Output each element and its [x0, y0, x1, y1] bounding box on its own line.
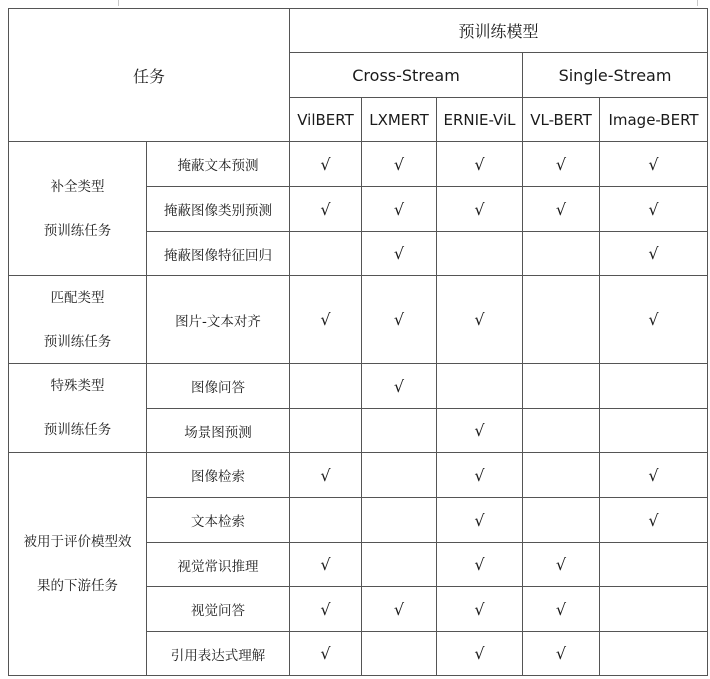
model-ernie-vil: ERNIE-ViL — [437, 98, 523, 142]
cell-lxmert — [362, 142, 437, 187]
table-row — [9, 453, 708, 498]
task-name-cell: 文本检索 — [147, 498, 290, 543]
cell-vl-bert — [523, 409, 600, 453]
checkmark-icon: √ — [648, 510, 659, 530]
category-line-1: 被用于评价模型效 — [23, 534, 132, 550]
category-line-1: 特殊类型 — [50, 378, 105, 394]
category-line-2: 预训练任务 — [43, 333, 112, 350]
top-edge-marks — [0, 0, 710, 6]
group-single-stream: Single-Stream — [523, 53, 708, 98]
cell-ernie-vil — [437, 142, 523, 187]
cell-lxmert — [362, 453, 437, 498]
category-line-2: 预训练任务 — [43, 422, 112, 438]
cell-ernie-vil — [437, 498, 523, 543]
cell-image-bert — [600, 409, 708, 453]
checkmark-icon: √ — [320, 465, 331, 485]
cell-image-bert — [600, 187, 708, 232]
cell-vl-bert — [523, 364, 600, 409]
cell-vl-bert — [523, 453, 600, 498]
model-vilbert: VilBERT — [290, 98, 362, 142]
cell-lxmert — [362, 409, 437, 453]
category-line-1: 补全类型 — [50, 178, 105, 195]
cell-vilbert — [290, 453, 362, 498]
cell-ernie-vil — [437, 587, 523, 632]
model-lxmert: LXMERT — [362, 98, 437, 142]
cell-ernie-vil — [437, 543, 523, 587]
cell-lxmert — [362, 364, 437, 409]
checkmark-icon: √ — [474, 310, 485, 329]
category-cell — [9, 142, 147, 276]
cell-vilbert — [290, 187, 362, 232]
cell-vl-bert — [523, 232, 600, 276]
table-row — [9, 276, 708, 364]
cell-vl-bert — [523, 187, 600, 232]
cell-image-bert — [600, 142, 708, 187]
pretrain-model-header: 预训练模型 — [290, 9, 708, 53]
cell-image-bert — [600, 587, 708, 632]
cell-image-bert — [600, 276, 708, 364]
cell-ernie-vil — [437, 632, 523, 676]
task-name-cell: 场景图预测 — [147, 409, 290, 453]
checkmark-icon: √ — [320, 555, 331, 574]
checkmark-icon: √ — [474, 510, 485, 530]
model-image-bert: Image-BERT — [600, 98, 708, 142]
category-cell — [9, 364, 147, 453]
category-cell — [9, 276, 147, 364]
cell-vl-bert — [523, 632, 600, 676]
checkmark-icon: √ — [474, 154, 485, 174]
cell-vilbert — [290, 232, 362, 276]
cell-vilbert — [290, 409, 362, 453]
checkmark-icon: √ — [648, 244, 659, 263]
checkmark-icon: √ — [474, 421, 485, 440]
cell-ernie-vil — [437, 276, 523, 364]
cell-image-bert — [600, 232, 708, 276]
checkmark-icon: √ — [474, 465, 485, 485]
checkmark-icon: √ — [393, 376, 405, 396]
checkmark-icon: √ — [648, 154, 659, 174]
task-name-cell: 图片-文本对齐 — [147, 276, 290, 364]
cell-lxmert — [362, 587, 437, 632]
checkmark-icon: √ — [555, 555, 567, 574]
checkmark-icon: √ — [393, 599, 405, 619]
table-row — [9, 364, 708, 409]
cell-vilbert — [290, 364, 362, 409]
checkmark-icon: √ — [474, 644, 485, 663]
cell-ernie-vil — [437, 453, 523, 498]
checkmark-icon: √ — [393, 154, 405, 174]
checkmark-icon: √ — [555, 644, 567, 663]
category-cell — [9, 453, 147, 676]
cell-image-bert — [600, 543, 708, 587]
checkmark-icon: √ — [320, 199, 331, 219]
cell-vl-bert — [523, 587, 600, 632]
cell-vl-bert — [523, 543, 600, 587]
task-name-cell: 视觉常识推理 — [147, 543, 290, 587]
cell-lxmert — [362, 498, 437, 543]
checkmark-icon: √ — [555, 599, 567, 619]
task-header: 任务 — [9, 9, 290, 142]
checkmark-icon: √ — [555, 154, 567, 174]
task-name-cell: 图像问答 — [147, 364, 290, 409]
cell-image-bert — [600, 364, 708, 409]
checkmark-icon: √ — [320, 154, 331, 174]
cell-vilbert — [290, 543, 362, 587]
checkmark-icon: √ — [555, 199, 567, 219]
category-line-1: 匹配类型 — [50, 289, 105, 306]
checkmark-icon: √ — [320, 599, 331, 619]
category-line-2: 预训练任务 — [43, 222, 112, 239]
task-name-cell: 掩蔽图像特征回归 — [147, 232, 290, 276]
checkmark-icon: √ — [393, 244, 405, 263]
checkmark-icon: √ — [393, 199, 405, 219]
cell-ernie-vil — [437, 409, 523, 453]
cell-vl-bert — [523, 498, 600, 543]
checkmark-icon: √ — [320, 644, 331, 663]
checkmark-icon: √ — [474, 599, 485, 619]
cell-vl-bert — [523, 276, 600, 364]
task-name-cell: 视觉问答 — [147, 587, 290, 632]
cell-image-bert — [600, 453, 708, 498]
checkmark-icon: √ — [320, 310, 331, 329]
cell-ernie-vil — [437, 187, 523, 232]
cell-vl-bert — [523, 142, 600, 187]
cell-vilbert — [290, 276, 362, 364]
cell-image-bert — [600, 498, 708, 543]
checkmark-icon: √ — [648, 310, 659, 329]
cell-vilbert — [290, 142, 362, 187]
cell-vilbert — [290, 498, 362, 543]
table-row — [9, 142, 708, 187]
task-name-cell: 图像检索 — [147, 453, 290, 498]
header-row-1 — [9, 9, 708, 53]
task-name-cell: 掩蔽图像类别预测 — [147, 187, 290, 232]
category-line-2: 果的下游任务 — [37, 578, 118, 594]
cell-lxmert — [362, 632, 437, 676]
cell-lxmert — [362, 276, 437, 364]
cell-image-bert — [600, 632, 708, 676]
checkmark-icon: √ — [474, 555, 485, 574]
task-name-cell: 引用表达式理解 — [147, 632, 290, 676]
cell-ernie-vil — [437, 364, 523, 409]
cell-lxmert — [362, 187, 437, 232]
group-cross-stream: Cross-Stream — [290, 53, 523, 98]
checkmark-icon: √ — [648, 199, 659, 219]
cell-vilbert — [290, 632, 362, 676]
model-vl-bert: VL-BERT — [523, 98, 600, 142]
cell-vilbert — [290, 587, 362, 632]
cell-lxmert — [362, 543, 437, 587]
checkmark-icon: √ — [474, 199, 485, 219]
checkmark-icon: √ — [393, 310, 405, 329]
pretraining-comparison-table — [8, 8, 708, 676]
cell-lxmert — [362, 232, 437, 276]
task-name-cell: 掩蔽文本预测 — [147, 142, 290, 187]
cell-ernie-vil — [437, 232, 523, 276]
checkmark-icon: √ — [648, 465, 659, 485]
